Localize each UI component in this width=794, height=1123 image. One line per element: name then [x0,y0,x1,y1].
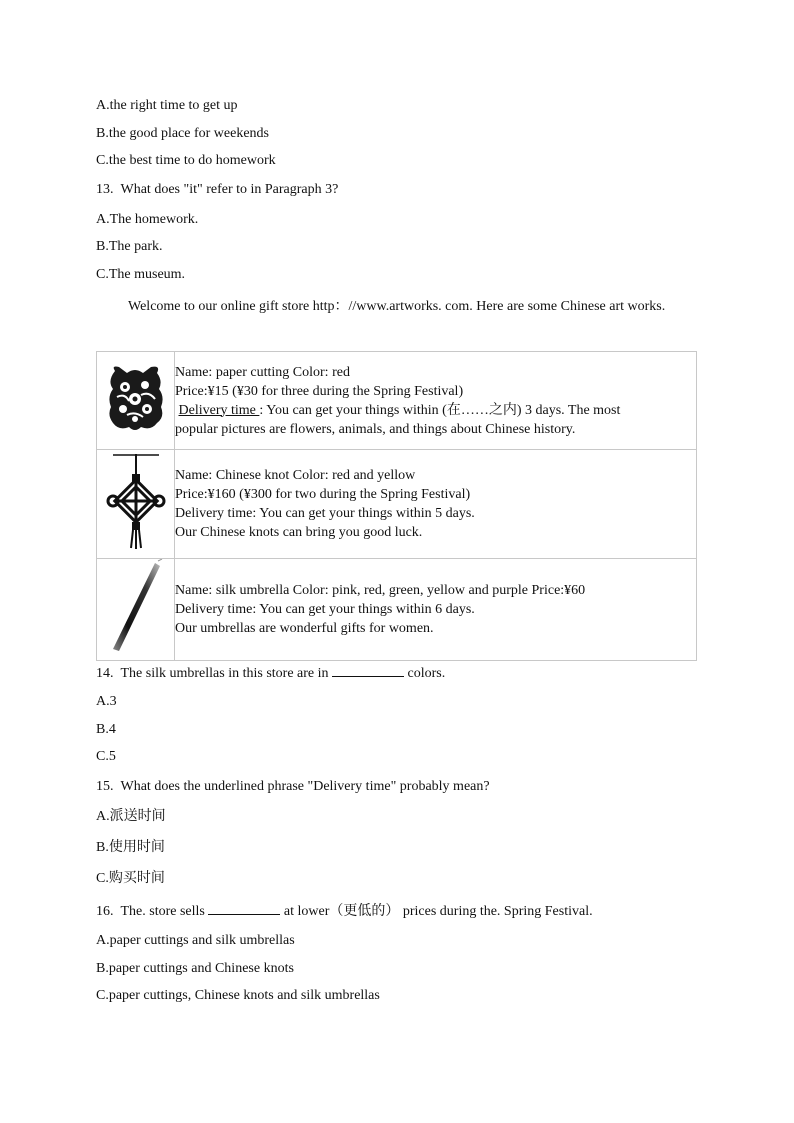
q15-text: What does the underlined phrase "Delivery time" probably mean? [120,779,490,794]
paper-cutting-extra: popular pictures are flowers, animals, and things about Chinese history. [175,421,576,437]
q13-number: 13. [96,182,114,197]
q13-option-b: B.The park. [96,239,163,254]
chinese-knot-name: Name: Chinese knot Color: red and yellow [175,468,416,483]
q16-number: 16. [96,904,114,919]
paper-cutting-image [97,352,175,450]
q13-text: What does "it" refer to in Paragraph 3? [120,182,339,197]
product-row-paper-cutting [97,352,697,450]
q12-option-a: A.the right time to get up [96,98,238,113]
chinese-knot-delivery: Delivery time: You can get your things within 5 days. [175,506,475,521]
silk-umbrella-delivery: Delivery time: You can get your things within 6 days. [175,602,475,617]
q16-question: 16. The. store sells at lower（更低的） prices during the. Spring Festival. [96,904,593,919]
q15-question [96,778,490,796]
q13-option-a: A.The homework. [96,212,199,227]
paper-cutting-icon [105,363,167,433]
paper-cutting-name: Name: paper cutting Color: red [175,364,350,380]
chinese-knot-extra: Our Chinese knots can bring you good luck. [175,525,423,540]
q14-option-b: B.4 [96,722,116,737]
silk-umbrella-extra: Our umbrellas are wonderful gifts for women. [175,621,434,636]
q14-option-c: C.5 [96,749,116,764]
q16-blank [208,902,280,915]
q14-number: 14. [96,666,114,681]
q14-blank [332,664,404,677]
q16-option-b: B.paper cuttings and Chinese knots [96,961,294,976]
delivery-time-underlined: Delivery time [178,402,260,418]
silk-umbrella-icon [105,559,167,655]
q15-number: 15. [96,779,114,794]
product-row-chinese-knot [97,450,697,559]
chinese-knot-info [175,450,697,559]
silk-umbrella-image [97,559,175,661]
product-row-silk-umbrella [97,559,697,661]
q15-option-b: B.使用时间 [96,840,165,855]
product-table [96,351,697,661]
chinese-knot-price: Price:¥160 (¥300 for two during the Spring Festival) [175,487,471,502]
q13-question [96,181,338,199]
q14-option-a: A.3 [96,694,117,709]
chinese-knot-image [97,450,175,559]
paper-cutting-price: Price:¥15 (¥30 for three during the Spring Festival) [175,383,464,399]
paper-cutting-delivery: Delivery time : You can get your things within (在……之内) 3 days. The most [178,402,621,418]
chinese-knot-icon [105,454,167,550]
paper-cutting-info [175,352,697,450]
store-intro: Welcome to our online gift store http：//www.artworks. com. Here are some Chinese art works. [128,299,666,314]
q16-option-c: C.paper cuttings, Chinese knots and silk umbrellas [96,988,380,1003]
q13-option-c: C.The museum. [96,267,186,282]
q15-option-a: A.派送时间 [96,809,166,824]
q15-option-c: C.购买时间 [96,871,165,886]
q16-option-a: A.paper cuttings and silk umbrellas [96,933,295,948]
silk-umbrella-info [175,559,697,661]
silk-umbrella-name-price: Name: silk umbrella Color: pink, red, green, yellow and purple Price:¥60 [175,583,586,598]
q12-option-c: C.the best time to do homework [96,153,276,168]
q12-option-b: B.the good place for weekends [96,126,269,141]
q14-question: 14. The silk umbrellas in this store are in colors. [96,666,446,681]
